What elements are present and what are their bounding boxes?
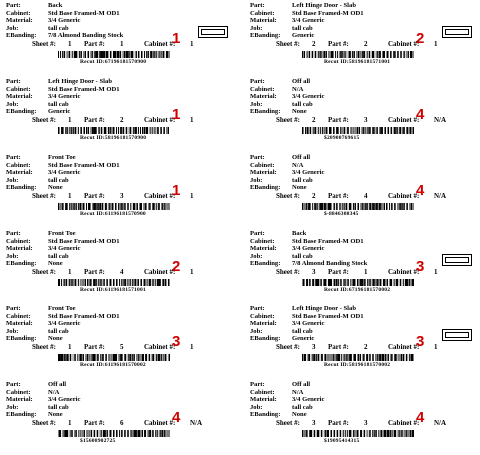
sheet-number: 1: [68, 192, 72, 200]
field-key: Job:: [6, 252, 19, 260]
sheet-label: Sheet #:: [276, 40, 300, 48]
sheet-number: 2: [312, 192, 316, 200]
part-no-label: Part #:: [328, 343, 349, 351]
field-key: Job:: [250, 100, 263, 108]
sheet-big-number: 3: [172, 333, 181, 350]
barcode-text: Recut ID:58196181570900: [80, 135, 147, 141]
sheet-big-number: 3: [416, 258, 425, 275]
part-number: 6: [120, 419, 124, 427]
field-key: Part:: [250, 305, 265, 312]
field-value: tall cab: [292, 403, 313, 411]
field-value: 3/4 Generic: [292, 320, 325, 328]
field-key: Job:: [6, 100, 19, 108]
field-value: tall cab: [48, 100, 69, 108]
barcode-text: Recut ID:67196181570002: [324, 287, 391, 293]
field-key: Part:: [6, 381, 21, 388]
field-key: Material:: [250, 93, 277, 101]
sheet-number: 1: [68, 268, 72, 276]
cabinet-number: 1: [190, 40, 194, 48]
field-value: None: [48, 411, 63, 419]
field-value: 3/4 Generic: [292, 93, 325, 101]
cabinet-number: N/A: [434, 419, 447, 427]
field-value: tall cab: [48, 403, 69, 411]
part-number: 3: [364, 116, 368, 124]
cabinet-no-label: Cabinet #:: [144, 268, 176, 276]
field-key: Material:: [6, 93, 33, 101]
cabinet-no-label: Cabinet #:: [388, 268, 420, 276]
field-value: None: [48, 260, 63, 268]
part-number: 1: [120, 40, 124, 48]
field-key: Part:: [6, 230, 21, 237]
field-key: Part:: [6, 2, 21, 9]
field-value: None: [48, 335, 63, 343]
part-no-label: Part #:: [84, 419, 105, 427]
field-value: tall cab: [48, 24, 69, 32]
field-key: EBanding:: [250, 184, 281, 192]
part-label: [250, 381, 480, 455]
part-label: [6, 154, 238, 228]
field-key: EBanding:: [6, 411, 37, 419]
sheet-label: Sheet #:: [276, 116, 300, 124]
field-value: tall cab: [292, 327, 313, 335]
field-key: Material:: [6, 245, 33, 253]
barcode: [58, 203, 170, 210]
barcode-text: Recut ID:58196181570002: [324, 362, 391, 368]
cabinet-number: N/A: [190, 419, 203, 427]
cabinet-number: N/A: [434, 192, 447, 200]
barcode: [58, 430, 170, 437]
sheet-number: 3: [312, 268, 316, 276]
part-number: 2: [364, 40, 368, 48]
part-no-label: Part #:: [328, 40, 349, 48]
barcode: [58, 354, 170, 361]
field-value: Front Toe: [48, 305, 76, 312]
part-no-label: Part #:: [328, 116, 349, 124]
part-number: 1: [364, 268, 368, 276]
sheet-number: 2: [312, 116, 316, 124]
field-key: Cabinet:: [250, 388, 275, 396]
part-no-label: Part #:: [84, 268, 105, 276]
field-value: Left Hinge Door - Slab: [292, 2, 356, 9]
cabinet-no-label: Cabinet #:: [388, 40, 420, 48]
cabinet-no-label: Cabinet #:: [144, 192, 176, 200]
field-value: Std Base Framed-M OD1: [48, 9, 120, 17]
field-value: Back: [48, 2, 63, 9]
field-value: Std Base Framed-M OD1: [292, 237, 364, 245]
field-value: Off all: [292, 154, 311, 161]
barcode: [302, 51, 414, 58]
barcode-text: Recut ID:58196181571001: [324, 59, 391, 65]
field-value: Left Hinge Door - Slab: [292, 305, 356, 312]
sheet-label: Sheet #:: [276, 268, 300, 276]
barcode-text: $20900769615: [324, 135, 360, 141]
sheet-label: Sheet #:: [32, 116, 56, 124]
field-key: Material:: [6, 320, 33, 328]
field-value: None: [292, 108, 307, 116]
field-key: Cabinet:: [6, 388, 31, 396]
sheet-number: 1: [68, 116, 72, 124]
field-key: Material:: [250, 169, 277, 177]
barcode: [302, 127, 414, 134]
part-label: [6, 305, 238, 379]
part-label: [250, 2, 480, 76]
field-key: EBanding:: [250, 260, 281, 268]
field-key: EBanding:: [250, 411, 281, 419]
sheet-label: Sheet #:: [32, 268, 56, 276]
barcode-text: Recut ID:67196181570900: [80, 59, 147, 65]
field-key: Job:: [250, 24, 263, 32]
cabinet-number: 1: [434, 40, 438, 48]
field-key: EBanding:: [6, 260, 37, 268]
field-value: None: [48, 184, 63, 192]
sheet-label: Sheet #:: [32, 40, 56, 48]
field-key: Job:: [250, 252, 263, 260]
part-label: [250, 154, 480, 228]
part-number: 3: [364, 419, 368, 427]
edge-box-icon: [442, 254, 472, 266]
sheet-number: 3: [312, 343, 316, 351]
part-no-label: Part #:: [328, 268, 349, 276]
field-key: EBanding:: [250, 108, 281, 116]
field-key: Cabinet:: [250, 85, 275, 93]
barcode: [58, 279, 170, 286]
field-key: Cabinet:: [6, 9, 31, 17]
barcode-text: Recut ID:61196181570002: [80, 362, 146, 368]
cabinet-number: 1: [190, 116, 194, 124]
field-value: tall cab: [292, 24, 313, 32]
field-value: N/A: [48, 388, 60, 396]
sheet-label: Sheet #:: [32, 192, 56, 200]
field-value: Std Base Framed-M OD1: [292, 9, 364, 17]
sheet-number: 1: [68, 40, 72, 48]
field-value: N/A: [292, 388, 304, 396]
sheet-number: 2: [312, 40, 316, 48]
barcode-text: $19095414315: [324, 438, 360, 444]
field-value: tall cab: [292, 252, 313, 260]
field-key: Cabinet:: [6, 312, 31, 320]
field-key: EBanding:: [6, 108, 37, 116]
field-value: None: [292, 184, 307, 192]
field-key: Cabinet:: [6, 237, 31, 245]
field-key: Job:: [250, 403, 263, 411]
field-key: Job:: [6, 327, 19, 335]
field-value: N/A: [292, 85, 304, 93]
field-value: 3/4 Generic: [48, 396, 81, 404]
barcode: [58, 51, 170, 58]
field-value: 3/4 Generic: [48, 320, 81, 328]
field-key: Material:: [6, 17, 33, 25]
field-value: 3/4 Generic: [48, 17, 81, 25]
cabinet-no-label: Cabinet #:: [144, 343, 176, 351]
barcode-text: Recut ID:61196181570900: [80, 211, 146, 217]
field-key: Job:: [250, 327, 263, 335]
barcode: [302, 203, 414, 210]
field-value: 3/4 Generic: [48, 169, 81, 177]
field-value: Off all: [48, 381, 67, 388]
cabinet-number: 1: [190, 268, 194, 276]
sheet-label: Sheet #:: [276, 419, 300, 427]
part-no-label: Part #:: [84, 116, 105, 124]
part-number: 3: [120, 192, 124, 200]
field-value: tall cab: [48, 176, 69, 184]
cabinet-no-label: Cabinet #:: [144, 40, 176, 48]
field-value: tall cab: [292, 176, 313, 184]
field-key: Cabinet:: [6, 161, 31, 169]
field-key: Cabinet:: [250, 9, 275, 17]
field-value: Std Base Framed-M OD1: [48, 85, 120, 93]
field-value: 3/4 Generic: [292, 169, 325, 177]
part-label: [6, 381, 238, 455]
sheet-big-number: 4: [416, 409, 425, 426]
field-key: Cabinet:: [250, 312, 275, 320]
barcode-text: $15608902725: [80, 438, 116, 444]
field-value: 7/8 Almond Banding Stock: [292, 260, 368, 268]
field-value: Left Hinge Door - Slab: [48, 78, 112, 85]
field-key: Cabinet:: [6, 85, 31, 93]
field-value: None: [292, 411, 307, 419]
sheet-label: Sheet #:: [276, 192, 300, 200]
cabinet-no-label: Cabinet #:: [144, 116, 176, 124]
field-value: 3/4 Generic: [48, 245, 81, 253]
field-value: N/A: [292, 161, 304, 169]
field-key: EBanding:: [250, 32, 281, 40]
field-value: Back: [292, 230, 307, 237]
barcode-text: $-8846308345: [324, 211, 359, 217]
field-value: 3/4 Generic: [292, 17, 325, 25]
cabinet-number: N/A: [434, 116, 447, 124]
part-no-label: Part #:: [328, 192, 349, 200]
part-no-label: Part #:: [84, 40, 105, 48]
field-key: EBanding:: [6, 335, 37, 343]
field-key: Part:: [250, 78, 265, 85]
sheet-number: 3: [312, 419, 316, 427]
barcode-text: Recut ID:61196181571001: [80, 287, 146, 293]
part-number: 4: [364, 192, 368, 200]
field-key: Part:: [6, 78, 21, 85]
field-value: Std Base Framed-M OD1: [48, 161, 120, 169]
barcode: [302, 354, 414, 361]
sheet-number: 1: [68, 343, 72, 351]
field-key: Material:: [250, 320, 277, 328]
cabinet-number: 1: [434, 268, 438, 276]
field-key: EBanding:: [6, 184, 37, 192]
cabinet-no-label: Cabinet #:: [388, 343, 420, 351]
field-value: Std Base Framed-M OD1: [292, 312, 364, 320]
field-key: Cabinet:: [250, 237, 275, 245]
cabinet-number: 1: [190, 343, 194, 351]
part-label: [6, 78, 238, 152]
part-number: 4: [120, 268, 124, 276]
barcode: [302, 279, 414, 286]
field-value: Front Toe: [48, 154, 76, 161]
field-value: Front Toe: [48, 230, 76, 237]
cabinet-no-label: Cabinet #:: [144, 419, 176, 427]
field-key: Material:: [6, 396, 33, 404]
sheet-big-number: 1: [172, 106, 181, 123]
part-label: [6, 230, 238, 304]
part-no-label: Part #:: [84, 343, 105, 351]
sheet-big-number: 4: [416, 106, 425, 123]
field-value: Generic: [292, 335, 315, 343]
cabinet-no-label: Cabinet #:: [388, 192, 420, 200]
field-key: Part:: [6, 305, 21, 312]
part-no-label: Part #:: [328, 419, 349, 427]
part-label: [6, 2, 238, 76]
field-value: tall cab: [48, 252, 69, 260]
sheet-label: Sheet #:: [32, 419, 56, 427]
part-label: [250, 305, 480, 379]
field-key: Material:: [250, 245, 277, 253]
field-key: Part:: [250, 154, 265, 161]
field-key: Job:: [6, 403, 19, 411]
field-key: Part:: [250, 381, 265, 388]
part-number: 2: [364, 343, 368, 351]
field-value: 3/4 Generic: [48, 93, 81, 101]
field-key: Job:: [6, 24, 19, 32]
part-no-label: Part #:: [84, 192, 105, 200]
barcode: [58, 127, 170, 134]
sheet-big-number: 4: [172, 409, 181, 426]
part-label: [250, 230, 480, 304]
field-value: Std Base Framed-M OD1: [48, 312, 120, 320]
edge-box-icon: [198, 26, 228, 38]
field-value: tall cab: [48, 327, 69, 335]
cabinet-number: 1: [190, 192, 194, 200]
sheet-big-number: 3: [416, 333, 425, 350]
part-number: 2: [120, 116, 124, 124]
field-key: Part:: [250, 230, 265, 237]
sheet-big-number: 2: [172, 258, 181, 275]
edge-box-icon: [442, 329, 472, 341]
field-value: Std Base Framed-M OD1: [48, 237, 120, 245]
field-value: 7/8 Almond Banding Stock: [48, 32, 124, 40]
field-key: Material:: [6, 169, 33, 177]
part-number: 5: [120, 343, 124, 351]
field-value: 3/4 Generic: [292, 396, 325, 404]
field-key: Cabinet:: [250, 161, 275, 169]
cabinet-no-label: Cabinet #:: [388, 116, 420, 124]
field-value: 3/4 Generic: [292, 245, 325, 253]
sheet-big-number: 1: [172, 30, 181, 47]
part-label: [250, 78, 480, 152]
field-value: Generic: [48, 108, 71, 116]
field-value: Off all: [292, 381, 311, 388]
sheet-label: Sheet #:: [32, 343, 56, 351]
field-key: Part:: [6, 154, 21, 161]
field-key: EBanding:: [250, 335, 281, 343]
field-key: Material:: [250, 17, 277, 25]
cabinet-no-label: Cabinet #:: [388, 419, 420, 427]
sheet-label: Sheet #:: [276, 343, 300, 351]
barcode: [302, 430, 414, 437]
field-key: Job:: [6, 176, 19, 184]
sheet-big-number: 2: [416, 30, 425, 47]
edge-box-icon: [442, 26, 472, 38]
field-value: Generic: [292, 32, 315, 40]
sheet-big-number: 1: [172, 182, 181, 199]
field-value: tall cab: [292, 100, 313, 108]
field-key: Part:: [250, 2, 265, 9]
sheet-big-number: 4: [416, 182, 425, 199]
sheet-number: 1: [68, 419, 72, 427]
field-value: Off all: [292, 78, 311, 85]
field-key: Job:: [250, 176, 263, 184]
field-key: EBanding:: [6, 32, 37, 40]
cabinet-number: 1: [434, 343, 438, 351]
field-key: Material:: [250, 396, 277, 404]
